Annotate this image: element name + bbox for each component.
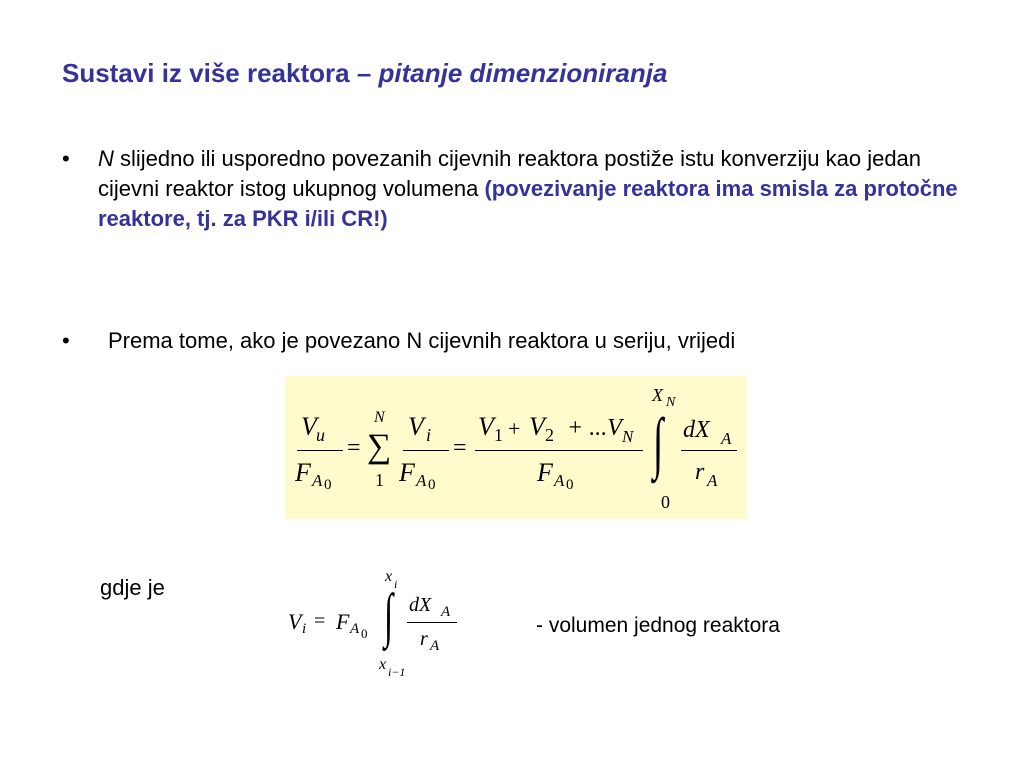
eq-f3-0: 0 — [566, 477, 574, 493]
vi-v: V — [288, 609, 302, 634]
eq-dx-a: A — [721, 429, 732, 448]
bullet-1-lead: N — [98, 146, 114, 171]
eq-r: r — [695, 459, 705, 485]
eq-integral-sign: ∫ — [653, 404, 664, 480]
main-equation — [285, 376, 747, 519]
eq-sum-lower: 1 — [375, 470, 384, 490]
eq-frac-bar-2 — [403, 450, 449, 451]
eq-frac-bar-4 — [681, 450, 737, 451]
eq-f2-a: A — [416, 471, 427, 490]
title-main: Sustavi iz više reaktora – — [62, 58, 379, 88]
vi-frac-bar — [407, 622, 457, 623]
vi-f: F — [336, 609, 350, 634]
eq-sum-sign: ∑ — [367, 428, 392, 465]
eq-sum-upper: N — [374, 409, 385, 426]
eq-f3-a: A — [554, 471, 565, 490]
vi-r-a: A — [430, 638, 440, 654]
bullet-1-highlight: (povezivanje reaktora ima smisla za protočne reaktore, tj. za PKR i/ili CR!) — [98, 176, 958, 231]
eq-vu-u: u — [316, 425, 325, 445]
slide-title — [62, 58, 667, 89]
vi-i: i — [302, 621, 307, 637]
eq-v1-v: V — [478, 412, 494, 441]
eq-f2-0: 0 — [428, 477, 436, 493]
vi-int-lower: x — [379, 656, 387, 673]
eq-equals-1: = — [347, 435, 361, 461]
eq-int-upper: X — [652, 385, 663, 405]
eq-f1: F — [295, 458, 311, 487]
vi-int-upper-i: i — [394, 577, 398, 591]
title-italic: pitanje dimenzioniranja — [378, 58, 668, 88]
vi-equation — [286, 565, 486, 680]
bullet-1-body: slijedno ili usporedno povezanih cijevnih reaktora postiže istu konverziju kao jedan cijevni reaktor istog ukupnog volumena — [98, 146, 922, 201]
vi-r: r — [420, 628, 428, 650]
vi-int-upper: x — [385, 568, 393, 585]
gdje-label: gdje je — [100, 575, 165, 600]
eq-dx: dX — [683, 417, 710, 443]
eq-vn-v: + ...V — [567, 415, 622, 441]
eq-vu-v: V — [301, 412, 317, 441]
eq-vn-sub: N — [622, 427, 634, 446]
eq-vi-i: i — [426, 425, 432, 445]
eq-int-lower: 0 — [661, 492, 670, 512]
eq-r-a: A — [707, 471, 718, 490]
vi-dx: dX — [409, 594, 432, 616]
eq-plus-1: + — [508, 416, 521, 441]
eq-v2-sub: 2 — [545, 425, 554, 445]
eq-f3: F — [537, 458, 553, 487]
vi-f-a: A — [350, 621, 360, 637]
eq-vi-v: V — [408, 412, 424, 441]
bullet-dot: • — [62, 146, 70, 171]
bullet-dot: • — [62, 328, 70, 353]
vi-dx-a: A — [441, 604, 451, 620]
eq-f1-0: 0 — [324, 477, 332, 493]
volume-note: - volumen jednog reaktora — [536, 614, 780, 637]
eq-v2-v: V — [529, 412, 545, 441]
vi-int-lower-sub: i−1 — [388, 665, 406, 679]
bullet-2-text: Prema tome, ako je povezano N cijevnih reaktora u seriju, vrijedi — [108, 328, 736, 353]
eq-frac-bar-3 — [475, 450, 643, 451]
vi-integral-sign: ∫ — [384, 582, 394, 648]
eq-f2: F — [399, 458, 415, 487]
vi-equals: = — [314, 610, 326, 632]
eq-f1-a: A — [312, 471, 323, 490]
eq-int-upper-n: N — [666, 395, 676, 410]
vi-f-0: 0 — [361, 626, 368, 641]
bullet-1-text — [98, 144, 978, 234]
eq-equals-2: = — [453, 435, 467, 461]
eq-v1-sub: 1 — [494, 425, 503, 445]
eq-frac-bar-1 — [297, 450, 343, 451]
